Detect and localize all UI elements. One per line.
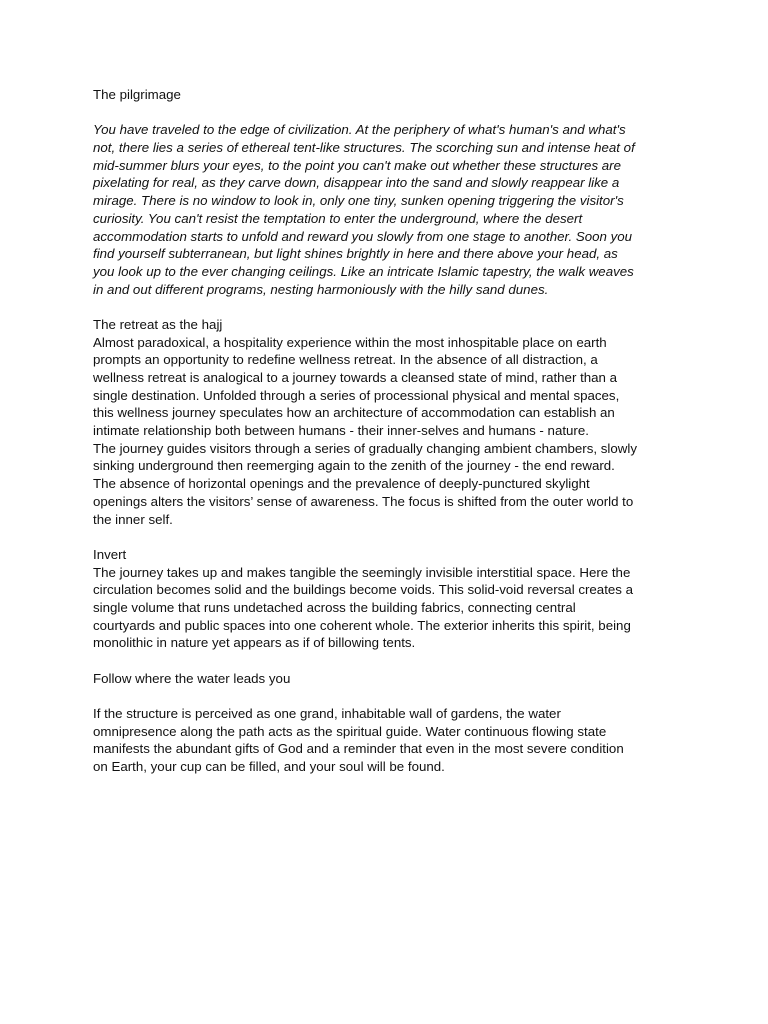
water-heading: Follow where the water leads you: [93, 670, 291, 686]
spacer: [93, 687, 678, 705]
invert-line: The journey takes up and makes tangible the seemingly invisible interstitial space. Here the: [93, 564, 631, 580]
intro-line: pixelating for real, as they carve down, disappear into the sand and slowly reappear like a: [93, 175, 620, 191]
water-line: manifests the abundant gifts of God and a reminder that even in the most severe condition: [93, 741, 624, 757]
intro-line: mid-summer blurs your eyes, to the point you can't make out whether these structures are: [93, 157, 622, 173]
retreat-line: prompts an opportunity to redefine wellness retreat. In the absence of all distraction, a: [93, 352, 598, 368]
water-line: on Earth, your cup can be filled, and your soul will be found.: [93, 759, 445, 775]
invert-paragraph: [93, 564, 678, 652]
intro-line: accommodation starts to unfold and reward you slowly from one stage to another. Soon you: [93, 228, 633, 244]
retreat-line: single destination. Unfolded through a series of processional physical and mental spaces,: [93, 387, 620, 403]
document-title: The pilgrimage: [93, 87, 181, 102]
water-paragraph: [93, 705, 678, 776]
spacer: [93, 104, 678, 122]
retreat-line: The absence of horizontal openings and the prevalence of deeply-punctured skylight: [93, 476, 590, 492]
water-line: omnipresence along the path acts as the spiritual guide. Water continuous flowing state: [93, 723, 607, 739]
retreat-line: intimate relationship both between humans - their inner-selves and humans - nature.: [93, 423, 589, 439]
retreat-line: sinking underground then reemerging again to the zenith of the journey - the end reward.: [93, 458, 615, 474]
spacer: [93, 652, 678, 670]
intro-line: find yourself subterranean, but light shines brightly in here and there above your head, as: [93, 246, 618, 262]
intro-line: not, there lies a series of ethereal tent-like structures. The scorching sun and intense heat of: [93, 140, 635, 156]
document-page: [93, 86, 678, 776]
intro-line: in and out different programs, nesting harmoniously with the hilly sand dunes.: [93, 281, 549, 297]
invert-line: single volume that runs undetached across the building fabrics, connecting central: [93, 599, 576, 615]
intro-line: curiosity. You can't resist the temptation to enter the underground, where the desert: [93, 210, 583, 226]
invert-line: circulation becomes solid and the buildings become voids. This solid-void reversal creates a: [93, 582, 634, 598]
retreat-line: wellness retreat is analogical to a journey towards a cleansed state of mind, rather than a: [93, 370, 618, 385]
intro-line: mirage. There is no window to look in, only one tiny, sunken opening triggering the visitor's: [93, 193, 624, 209]
retreat-line: openings alters the visitors’ sense of awareness. The focus is shifted from the outer world to: [93, 493, 634, 509]
retreat-line: this wellness journey speculates how an architecture of accommodation can establish an: [93, 405, 615, 421]
intro-paragraph: [93, 121, 678, 298]
spacer: [93, 528, 678, 546]
retreat-line: The journey guides visitors through a series of gradually changing ambient chambers, slowly: [93, 440, 637, 456]
retreat-line: Almost paradoxical, a hospitality experience within the most inhospitable place on earth: [93, 334, 607, 350]
invert-line: courtyards and public spaces into one coherent whole. The exterior inherits this spirit, being: [93, 617, 631, 633]
intro-line: you look up to the ever changing ceilings. Like an intricate Islamic tapestry, the walk weaves: [93, 263, 634, 279]
invert-line: monolithic in nature yet appears as if of billowing tents.: [93, 635, 416, 651]
retreat-heading: The retreat as the hajj: [93, 316, 223, 332]
intro-line: You have traveled to the edge of civilization. At the periphery of what's human's and what's: [93, 122, 626, 138]
retreat-line: the inner self.: [93, 511, 173, 527]
water-line: If the structure is perceived as one grand, inhabitable wall of gardens, the water: [93, 706, 561, 722]
spacer: [93, 298, 678, 316]
retreat-paragraph: [93, 334, 678, 529]
invert-heading: Invert: [93, 546, 127, 562]
